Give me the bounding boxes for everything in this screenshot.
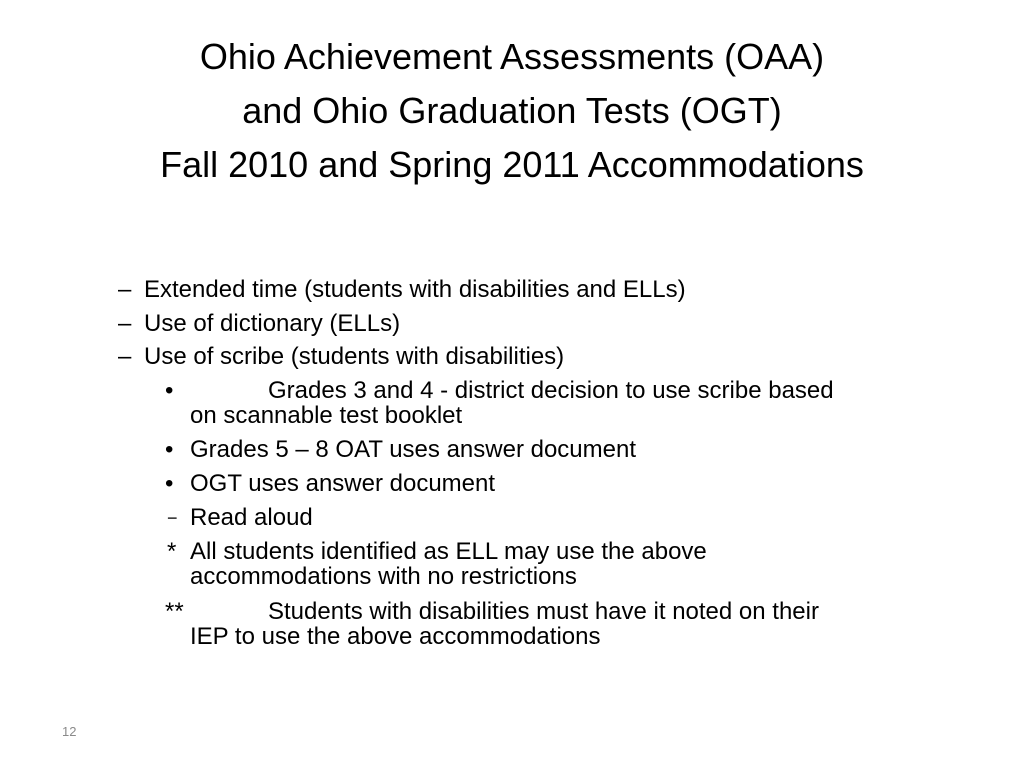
subitem-text: Read aloud	[190, 504, 313, 531]
list-item-text: Use of dictionary (ELLs)	[144, 310, 401, 337]
bullet-marker: •	[165, 470, 174, 497]
subitem-text-continued: IEP to use the above accommodations	[190, 623, 601, 650]
bullet-marker: •	[165, 377, 174, 404]
page-number: 12	[62, 724, 77, 739]
subitem-text: OGT uses answer document	[190, 470, 496, 497]
subitem-text-continued: on scannable test booklet	[190, 402, 463, 429]
bullet-marker: •	[165, 436, 174, 463]
dash-marker: –	[118, 343, 132, 370]
slide-title	[60, 30, 964, 192]
double-asterisk-marker: **	[165, 598, 184, 625]
title-line-3: Fall 2010 and Spring 2011 Accommodations	[160, 144, 864, 185]
subitem-text: Students with disabilities must have it noted on their	[268, 598, 819, 625]
subitem-text: All students identified as ELL may use the above	[190, 538, 707, 565]
subitem-text-continued: accommodations with no restrictions	[190, 563, 577, 590]
subitem-text: Grades 3 and 4 - district decision to use scribe based	[268, 377, 834, 404]
dash-marker: –	[118, 310, 132, 337]
list-item-text: Use of scribe (students with disabilities)	[144, 343, 565, 370]
subitem-text: Grades 5 – 8 OAT uses answer document	[190, 436, 637, 463]
asterisk-marker: *	[167, 538, 177, 565]
title-line-2: and Ohio Graduation Tests (OGT)	[242, 90, 782, 131]
dash-marker: –	[118, 276, 132, 303]
title-line-1: Ohio Achievement Assessments (OAA)	[199, 36, 825, 77]
minus-marker: −	[167, 508, 178, 528]
list-item-text: Extended time (students with disabilities and ELLs)	[144, 276, 686, 303]
